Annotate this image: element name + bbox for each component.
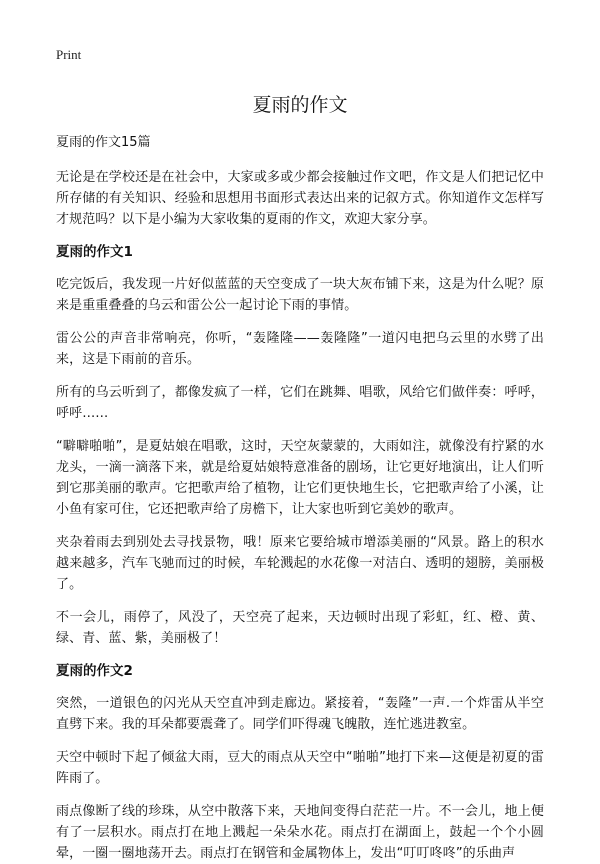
section-1-paragraph: 吃完饭后，我发现一片好似蓝蓝的天空变成了一块大灰布铺下来，这是为什么呢？原来是重重叠叠的乌云和雷公公一起讨论下雨的事情。: [56, 277, 544, 313]
section-heading-1: 夏雨的作文1: [56, 244, 133, 260]
document-subtitle: 夏雨的作文15篇: [56, 135, 151, 150]
section-2-paragraph: 天空中顿时下起了倾盆大雨，豆大的雨点从天空中“啪啪”地打下来—这便是初夏的雷阵雨了。: [56, 750, 544, 786]
section-1-paragraph: 雷公公的声音非常响亮，你听，“轰隆隆——轰隆隆”一道闪电把乌云里的水劈了出来，这是下雨前的音乐。: [56, 331, 544, 367]
section-2-paragraph: 雨点像断了线的珍珠，从空中散落下来，天地间变得白茫茫一片。不一会儿，地上便有了一层积水。雨点打在地上溅起一朵朵水花。雨点打在湖面上，鼓起一个个小圆晕，一圈一圈地荡开去。雨点打在钢管和金属物体上，发出“叮叮咚咚”的乐曲声: [56, 804, 544, 861]
document-title: 夏雨的作文: [252, 94, 348, 116]
section-1-paragraph: 所有的乌云听到了，都像发疯了一样，它们在跳舞、唱歌，风给它们做伴奏：呼呼，呼呼……: [56, 385, 544, 421]
section-1-paragraph: “噼噼啪啪”，是夏姑娘在唱歌，这时，天空灰蒙蒙的，大雨如注，就像没有拧紧的水龙头，一滴一滴落下来，就是给夏姑娘特意准备的剧场，让它更好地演出，让人们听到它那美丽的歌声。它把歌声给了植物，让它们更快地生长，它把歌声给了小溪，让小鱼有家可住，它还把歌声给了房檐下，让大家也听到它美妙的歌声。: [56, 439, 544, 517]
print-link[interactable]: Print: [56, 47, 82, 62]
section-1-paragraph: 不一会儿，雨停了，风没了，天空亮了起来，天边顿时出现了彩虹，红、橙、黄、绿、青、蓝、紫，美丽极了！: [56, 610, 544, 646]
intro-paragraph: 无论是在学校还是在社会中，大家或多或少都会接触过作文吧，作文是人们把记忆中所存储的有关知识、经验和思想用书面形式表达出来的记叙方式。你知道作文怎样写才规范吗？以下是小编为大家收集的夏雨的作文，欢迎大家分享。: [56, 170, 544, 227]
section-1-paragraph: 夹杂着雨去到别处去寻找景物，哦！原来它要给城市增添美丽的“风景。路上的积水越来越多，汽车飞驰而过的时候，车轮溅起的水花像一对洁白、透明的翅膀，美丽极了。: [56, 535, 544, 592]
section-2-paragraph: 突然，一道银色的闪光从天空直冲到走廊边。紧接着，“轰隆”一声.一个炸雷从半空直劈下来。我的耳朵都要震聋了。同学们吓得魂飞魄散，连忙逃进教室。: [56, 696, 544, 732]
section-heading-2: 夏雨的作文2: [56, 663, 133, 679]
